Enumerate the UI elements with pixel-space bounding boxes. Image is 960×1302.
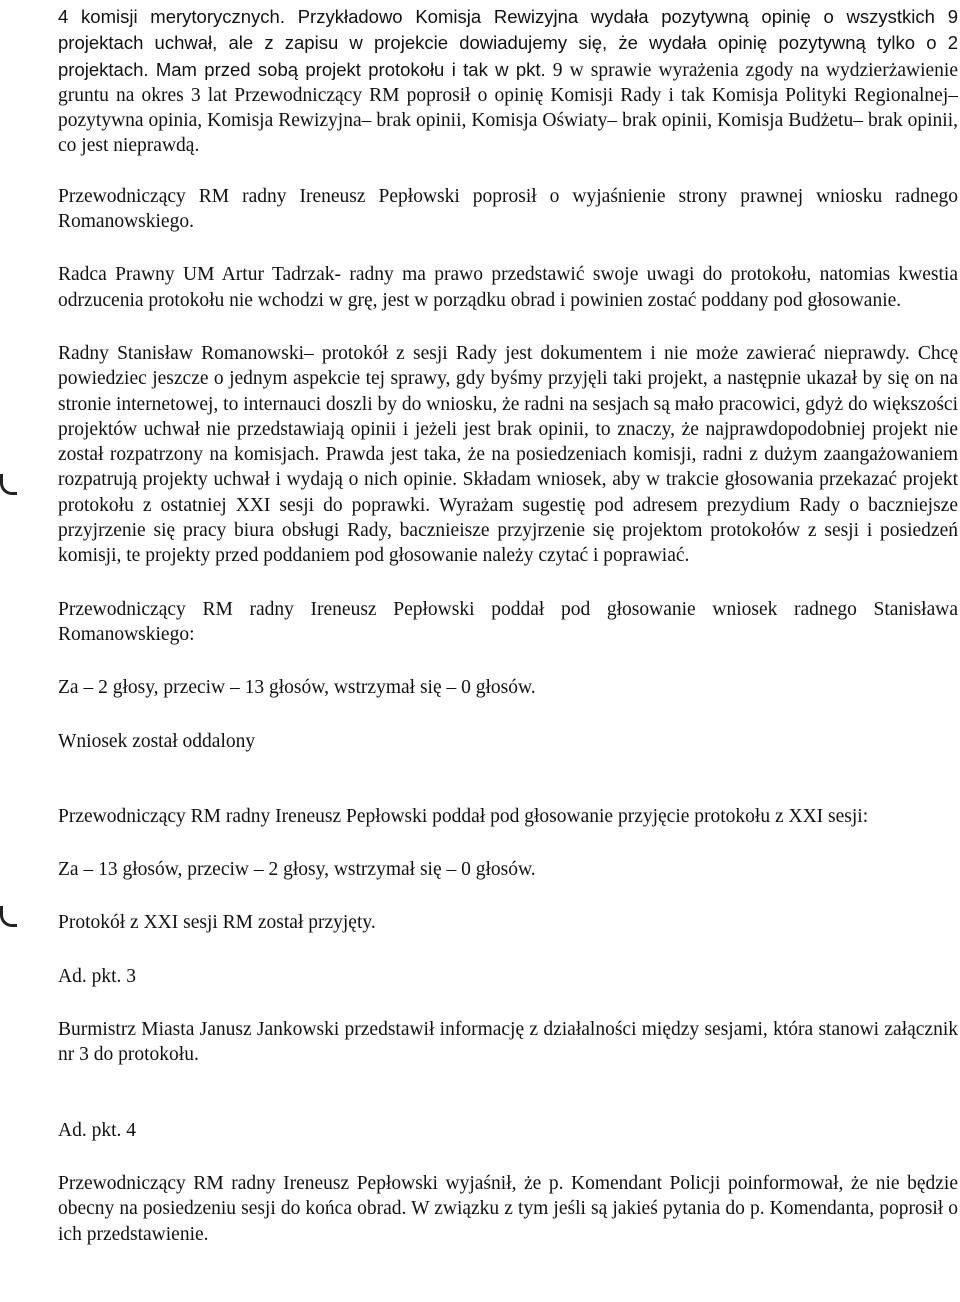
paragraph-12: Burmistrz Miasta Janusz Jankowski przedstawił informację z działalności między sesjami, która stanowi załącznik nr 3 do protokołu. (58, 1019, 958, 1066)
paragraph-4: Radny Stanisław Romanowski– protokół z sesji Rady jest dokumentem i nie może zawierać nieprawdy. Chcę powiedziec jeszcze o jednym aspekcie tej sprawy, gdy byśmy przyjęli taki projekt, a następnie ukazał by się on na stronie internetowej, to internauci doszli by do wniosku, że radni na sesjach są mało pracowici, gdyż do większości projektów uchwał nie przedstawiają opinii i jeżeli jest brak opinii, to znaczy, że najprawdopodobniej projekt nie został rozpatrzony na komisjach. Prawda jest taka, że na posiedzeniach komisji, radni z dużym zaangażowaniem rozpatrują projekty uchwał i wydają o nich opinie. Składam wniosek, aby w trakcie głosowania przekazać projekt protokołu z ostatniej XXI sesji do poprawki. Wyrażam sugestię pod adresem prezydium Rady o baczniejsze przyjrzenie się pracy biura obsługi Rady, bacznieisze przyjrzenie się projektom protokołów z sesji i posiedzeń komisji, te projekty przed poddaniem pod głosowanie należy czytać i poprawiać. (58, 342, 958, 567)
paragraph-3: Radca Prawny UM Artur Tadrzak- radny ma prawo przedstawić swoje uwagi do protokołu, natomias kwestia odrzucenia protokołu nie wchodzi w grę, jest w porządku obrad i powinien zostać poddany pod głosowanie. (58, 264, 958, 311)
document-page (58, 0, 958, 1247)
paragraph-1-text: 9 w sprawie wyrażenia zgody na wydzierżawienie gruntu na okres 3 lat Przewodniczący RM poprosił o opinię Komisji Rady i tak Komisja Polityki Regionalnej– pozytywna opinia, Komisja Rewizyjna– brak opinii, Komisja Oświaty– brak opinii, Komisja Budżetu– brak opinii, co jest nieprawdą. (58, 59, 958, 157)
protocol-outcome: Protokół z XXI sesji RM został przyjęty. (58, 912, 376, 934)
paragraph-1 (58, 4, 958, 159)
paragraph-1-lead: 4 komisji merytorycznych. Przykładowo Komisja Rewizyjna wydała pozytywną opinię o wszystkich 9 projektach uchwał, ale z zapisu w projekcie dowiadujemy się, że wydała opinię pozytywną tylko o 2 projektach. Mam przed sobą projekt protokołu i tak w pkt. (58, 6, 958, 80)
margin-mark-1 (0, 474, 17, 495)
section-heading-pkt-4: Ad. pkt. 4 (58, 1119, 136, 1141)
motion-outcome: Wniosek został oddalony (58, 730, 256, 752)
vote-result-1: Za – 2 głosy, przeciw – 13 głosów, wstrzymał się – 0 głosów. (58, 677, 536, 699)
paragraph-2: Przewodniczący RM radny Ireneusz Pepłowski poprosił o wyjaśnienie strony prawnej wniosku radnego Romanowskiego. (58, 185, 958, 233)
vote-result-2: Za – 13 głosów, przeciw – 2 głosy, wstrzymał się – 0 głosów. (58, 859, 536, 881)
paragraph-14: Przewodniczący RM radny Ireneusz Pepłowski wyjaśnił, że p. Komendant Policji poinformował, że nie będzie obecny na posiedzeniu sesji do końca obrad. W związku z tym jeśli są jakieś pytania do p. Komendanta, poprosił o ich przedstawienie. (58, 1172, 958, 1245)
paragraph-8: Przewodniczący RM radny Ireneusz Pepłowski poddał pod głosowanie przyjęcie protokołu z XXI sesji: (58, 805, 869, 827)
margin-mark-2 (0, 906, 17, 927)
section-heading-pkt-3: Ad. pkt. 3 (58, 965, 136, 987)
paragraph-5: Przewodniczący RM radny Ireneusz Pepłowski poddał pod głosowanie wniosek radnego Stanisława Romanowskiego: (58, 598, 958, 645)
